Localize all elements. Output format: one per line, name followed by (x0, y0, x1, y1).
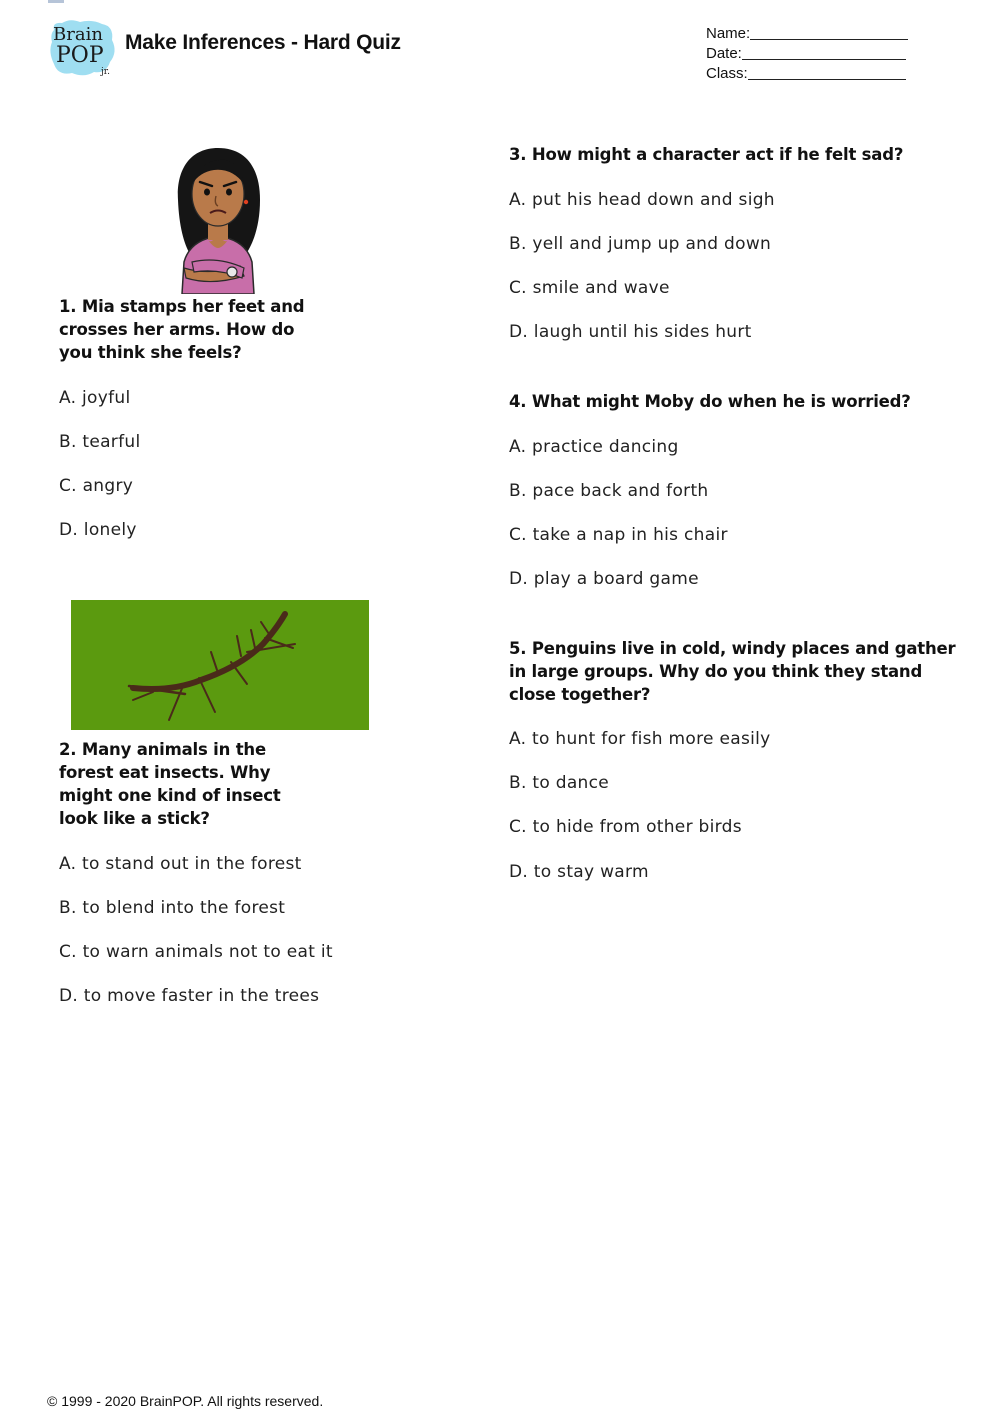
question-5 (509, 637, 955, 706)
logo-text-brain: Brain (53, 24, 103, 45)
question-2-line: look like a stick? (59, 809, 210, 828)
question-1-line: you think she feels? (59, 343, 242, 362)
q3-option-b[interactable]: B. yell and jump up and down (509, 234, 772, 254)
student-info (706, 24, 908, 84)
question-3 (509, 143, 903, 166)
top-edge-mark (48, 0, 64, 3)
q3-option-a[interactable]: A. put his head down and sigh (509, 190, 775, 210)
angry-girl-illustration (170, 144, 266, 294)
question-4 (509, 390, 911, 413)
question-2-line: 2. Many animals in the (59, 740, 266, 759)
stick-insect-illustration (71, 600, 369, 730)
name-row (706, 24, 908, 44)
q1-option-a[interactable]: A. joyful (59, 388, 131, 408)
stick-background (71, 600, 369, 730)
q2-option-d[interactable]: D. to move faster in the trees (59, 986, 320, 1006)
question-3-line: 3. How might a character act if he felt sad? (509, 145, 904, 164)
q4-option-d[interactable]: D. play a board game (509, 569, 699, 589)
logo-text-pop: POP (56, 43, 104, 68)
q5-option-c[interactable]: C. to hide from other birds (509, 817, 742, 837)
question-4-line: 4. What might Moby do when he is worried? (509, 392, 911, 411)
date-row (706, 44, 908, 64)
q4-option-c[interactable]: C. take a nap in his chair (509, 525, 728, 545)
q4-option-b[interactable]: B. pace back and forth (509, 481, 709, 501)
question-1-line: 1. Mia stamps her feet and (59, 297, 305, 316)
question-2-line: forest eat insects. Why (59, 763, 271, 782)
q1-option-c[interactable]: C. angry (59, 476, 134, 496)
copyright-footer: © 1999 - 2020 BrainPOP. All rights reserved. (47, 1393, 324, 1409)
q4-option-a[interactable]: A. practice dancing (509, 437, 679, 457)
class-row (706, 64, 908, 84)
brainpop-jr-logo (48, 18, 118, 78)
date-label: Date: (706, 45, 742, 62)
q5-option-d[interactable]: D. to stay warm (509, 862, 649, 882)
question-5-line: 5. Penguins live in cold, windy places and gather (509, 639, 956, 658)
q1-option-b[interactable]: B. tearful (59, 432, 141, 452)
name-label: Name: (706, 25, 751, 42)
q2-option-c[interactable]: C. to warn animals not to eat it (59, 942, 333, 962)
page-title: Make Inferences - Hard Quiz (125, 31, 401, 54)
question-5-line: close together? (509, 685, 651, 704)
class-blank[interactable] (748, 64, 906, 80)
question-1-line: crosses her arms. How do (59, 320, 295, 339)
question-1 (59, 295, 304, 364)
q3-option-d[interactable]: D. laugh until his sides hurt (509, 322, 752, 342)
question-2-line: might one kind of insect (59, 786, 281, 805)
q5-option-b[interactable]: B. to dance (509, 773, 610, 793)
q3-option-c[interactable]: C. smile and wave (509, 278, 670, 298)
logo-text-jr: jr. (101, 67, 110, 77)
q1-option-d[interactable]: D. lonely (59, 520, 137, 540)
question-2 (59, 738, 281, 830)
question-5-line: in large groups. Why do you think they stand (509, 662, 923, 681)
q2-option-b[interactable]: B. to blend into the forest (59, 898, 286, 918)
name-blank[interactable] (750, 24, 908, 40)
q5-option-a[interactable]: A. to hunt for fish more easily (509, 729, 771, 749)
q2-option-a[interactable]: A. to stand out in the forest (59, 854, 302, 874)
date-blank[interactable] (742, 44, 906, 60)
class-label: Class: (706, 65, 748, 82)
